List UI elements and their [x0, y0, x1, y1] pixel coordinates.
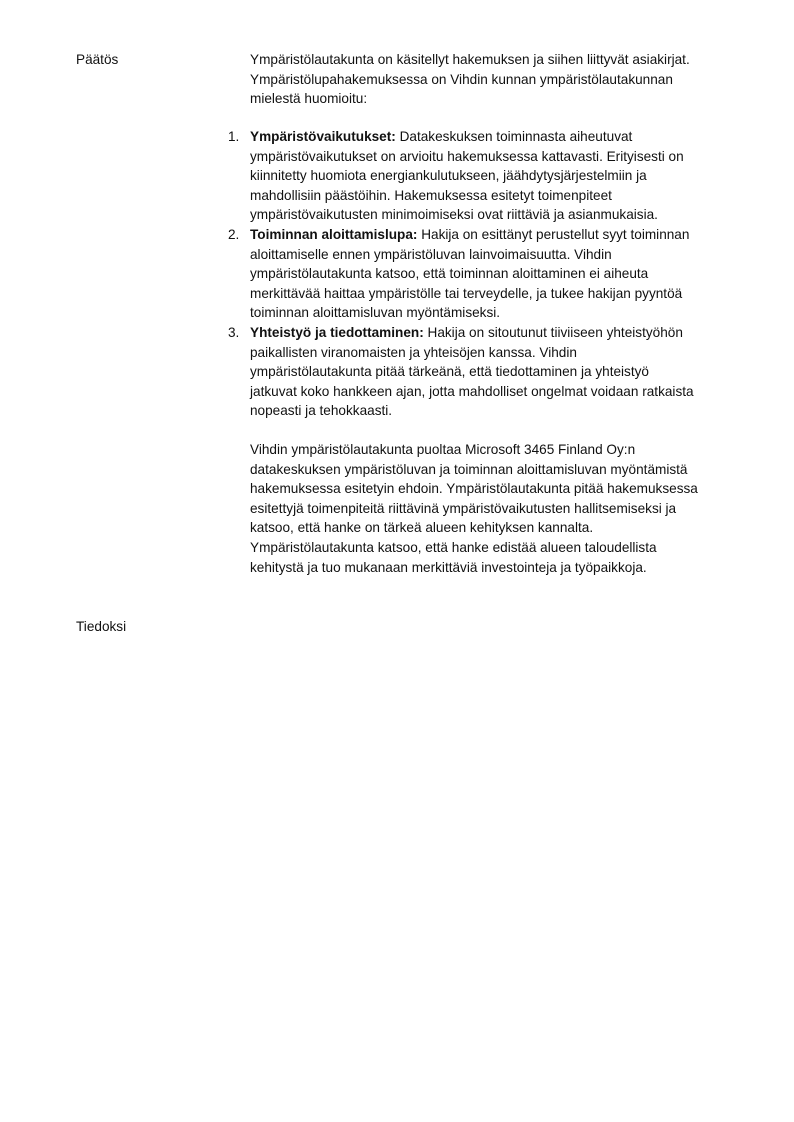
item-body	[250, 325, 694, 418]
item-title: Ympäristövaikutukset:	[250, 129, 396, 144]
intro-paragraph: Ympäristölautakunta on käsitellyt hakemuksen ja siihen liittyvät asiakirjat. Ympäristölupahakemuksessa on Vihdin kunnan ympäristölautakunnan mielestä huomioitu:	[250, 52, 690, 107]
item-text: Datakeskuksen toiminnasta aiheutuvat ympäristövaikutukset on arvioitu hakemuksessa kattavasti. Erityisesti on kiinnitetty huomiota energiankulutukseen, jäähdytysjärjestelmiin ja mahdollisiin päästöihin. Hakemuksessa esitetyt toimenpiteet ympäristövaikutusten minimoimiseksi ovat riittäviä ja asianmukaisia.	[250, 129, 684, 223]
list-item	[228, 323, 748, 421]
for-information-label: Tiedoksi	[76, 619, 127, 634]
item-text: Hakija on esittänyt perustellut syyt toiminnan aloittamiselle ennen ympäristöluvan lainvoimaisuutta. Vihdin ympäristölautakunta katsoo, että toiminnan aloittaminen ei aiheuta merkittävää haittaa ympäristölle tai terveydelle, ja tukee hakijan pyyntöä toiminnan aloittamisluvan myöntämiseksi.	[250, 226, 690, 321]
decision-label: Päätös	[76, 52, 119, 67]
conclusion-section	[250, 440, 750, 577]
conclusion-paragraph: Vihdin ympäristölautakunta puoltaa Microsoft 3465 Finland Oy:n datakeskuksen ympäristöluvan ja toiminnan aloittamisluvan myöntämistä hakemuksessa esitetyin ehdoin. Ympäristölautakunta pitää hakemuksessa esitettyjä toimenpiteitä riittävinä ympäristövaikutusten hallitsemiseksi ja katsoo, että hanke on tärkeä alueen kehityksen kannalta. Ympäristölautakunta katsoo, että hanke edistää alueen taloudellista kehitystä ja tuo mukanaan merkittäviä investointeja ja työpaikkoja.	[250, 442, 698, 575]
item-title: Yhteistyö ja tiedottaminen:	[250, 324, 424, 340]
item-number: 3.	[228, 324, 240, 340]
intro-section	[250, 50, 750, 109]
item-body	[250, 129, 684, 222]
list-item	[228, 225, 748, 323]
item-body	[250, 227, 689, 320]
item-number: 2.	[228, 226, 240, 242]
list-item	[228, 127, 748, 225]
item-title: Toiminnan aloittamislupa:	[250, 226, 418, 242]
item-text: Hakija on sitoutunut tiiviiseen yhteistyöhön paikallisten viranomaisten ja yhteisöjen kanssa. Vihdin ympäristölautakunta pitää tärkeänä, että tiedottaminen ja yhteistyö jatkuvat koko hankkeen ajan, jotta mahdolliset ongelmat voidaan ratkaista nopeasti ja tehokkaasti.	[250, 324, 694, 419]
item-number: 1.	[228, 129, 240, 144]
decision-items-list	[228, 127, 748, 421]
